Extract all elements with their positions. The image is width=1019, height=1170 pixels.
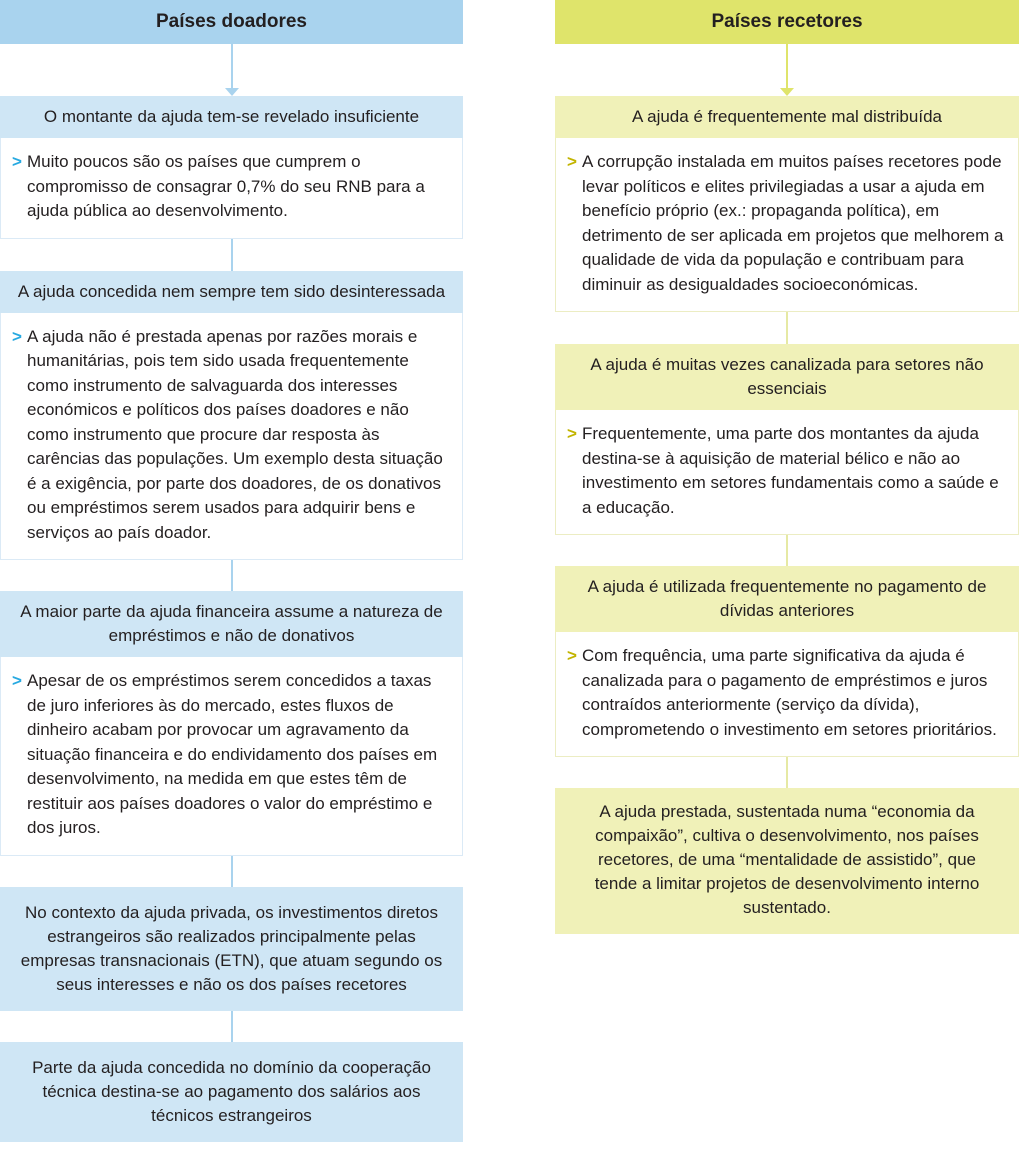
donor-box-technical-cooperation xyxy=(0,1042,463,1142)
recipient-countries-header: Países recetores xyxy=(555,0,1019,44)
donor-box-not-disinterested xyxy=(0,271,463,561)
connector-line xyxy=(231,856,233,887)
box-title: A ajuda concedida nem sempre tem sido desinteressada xyxy=(0,271,463,313)
box-body xyxy=(0,657,463,856)
box-title: A ajuda é utilizada frequentemente no pagamento de dívidas anteriores xyxy=(555,566,1019,632)
box-title: A ajuda é frequentemente mal distribuída xyxy=(555,96,1019,138)
arrow-down-icon xyxy=(780,88,794,96)
recipient-header-arrow xyxy=(555,44,1019,96)
recipient-box-compassion-economy xyxy=(555,788,1019,934)
box-body xyxy=(555,410,1019,535)
chevron-right-icon: > xyxy=(12,326,22,346)
box-bullet-text: A corrupção instalada em muitos países recetores pode levar políticos e elites privilegiadas a usar a ajuda em benefício próprio (ex.: propaganda política), em detrimento de ser aplicada em projetos que melhorem a qualidade de vida da população e contribuam para diminuir as desigualdades socioeconómicas. xyxy=(582,152,1004,294)
box-bullet-text: Frequentemente, uma parte dos montantes da ajuda destina-se à aquisição de material bélico e não ao investimento em setores fundamentais como a saúde e a educação. xyxy=(582,424,999,517)
connector-line xyxy=(786,535,788,566)
box-text: Parte da ajuda concedida no domínio da cooperação técnica destina-se ao pagamento dos salários aos técnicos estrangeiros xyxy=(32,1057,431,1125)
arrow-down-icon xyxy=(225,88,239,96)
box-body xyxy=(0,313,463,561)
donor-box-loans-not-donations xyxy=(0,591,463,856)
box-title: O montante da ajuda tem-se revelado insuficiente xyxy=(0,96,463,138)
recipient-box-debt-payment xyxy=(555,566,1019,757)
connector-line xyxy=(786,757,788,788)
chevron-right-icon: > xyxy=(567,646,577,665)
donor-header-arrow xyxy=(0,44,463,96)
chevron-right-icon: > xyxy=(12,152,22,171)
connector-line xyxy=(231,560,233,591)
box-bullet-text: Com frequência, uma parte significativa da ajuda é canalizada para o pagamento de empréstimos e juros contraídos anteriormente (serviço da dívida), comprometendo o investimento em setores prioritários. xyxy=(582,646,997,739)
box-text: No contexto da ajuda privada, os investimentos diretos estrangeiros são realizados principalmente pelas empresas transnacionais (ETN), que atuam segundo os seus interesses e não os dos países recetores xyxy=(20,902,443,994)
donor-box-private-aid xyxy=(0,887,463,1011)
box-body xyxy=(555,138,1019,312)
donor-countries-column xyxy=(0,0,463,1142)
box-body xyxy=(0,138,463,239)
connector-line xyxy=(231,239,233,271)
box-body xyxy=(555,632,1019,757)
box-title: A maior parte da ajuda financeira assume a natureza de empréstimos e não de donativos xyxy=(0,591,463,657)
box-bullet-text: A ajuda não é prestada apenas por razões morais e humanitárias, pois tem sido usada frequentemente como instrumento de salvaguarda dos interesses económicos e políticos dos países doadores e não como instrumento que procure dar resposta às carências das populações. Um exemplo desta situação é a exigência, por parte dos doadores, de os donativos ou empréstimos serem usados para adquirir bens e serviços ao país doador. xyxy=(27,326,443,542)
box-title: A ajuda é muitas vezes canalizada para setores não essenciais xyxy=(555,344,1019,410)
chevron-right-icon: > xyxy=(12,671,22,690)
box-bullet-text: Muito poucos são os países que cumprem o compromisso de consagrar 0,7% do seu RNB para a ajuda pública ao desenvolvimento. xyxy=(27,152,425,220)
donor-countries-header: Países doadores xyxy=(0,0,463,44)
recipient-box-poorly-distributed xyxy=(555,96,1019,312)
connector-line xyxy=(231,1011,233,1042)
connector-line xyxy=(786,312,788,344)
chevron-right-icon: > xyxy=(567,152,577,171)
recipient-countries-column xyxy=(555,0,1019,934)
box-text: A ajuda prestada, sustentada numa “economia da compaixão”, cultiva o desenvolvimento, nos países recetores, de uma “mentalidade de assistido”, que tende a limitar projetos de desenvolvimento interno sustentado. xyxy=(594,802,980,917)
chevron-right-icon: > xyxy=(567,424,577,443)
box-bullet-text: Apesar de os empréstimos serem concedidos a taxas de juro inferiores às do mercado, estes fluxos de dinheiro acabam por provocar um agravamento da situação financeira e do endividamento dos países em desenvolvimento, na medida em que estes têm de restituir aos países doadores o valor do empréstimo e dos juros. xyxy=(27,671,438,837)
donor-box-insufficient-amount xyxy=(0,96,463,239)
recipient-box-non-essential-sectors xyxy=(555,344,1019,535)
